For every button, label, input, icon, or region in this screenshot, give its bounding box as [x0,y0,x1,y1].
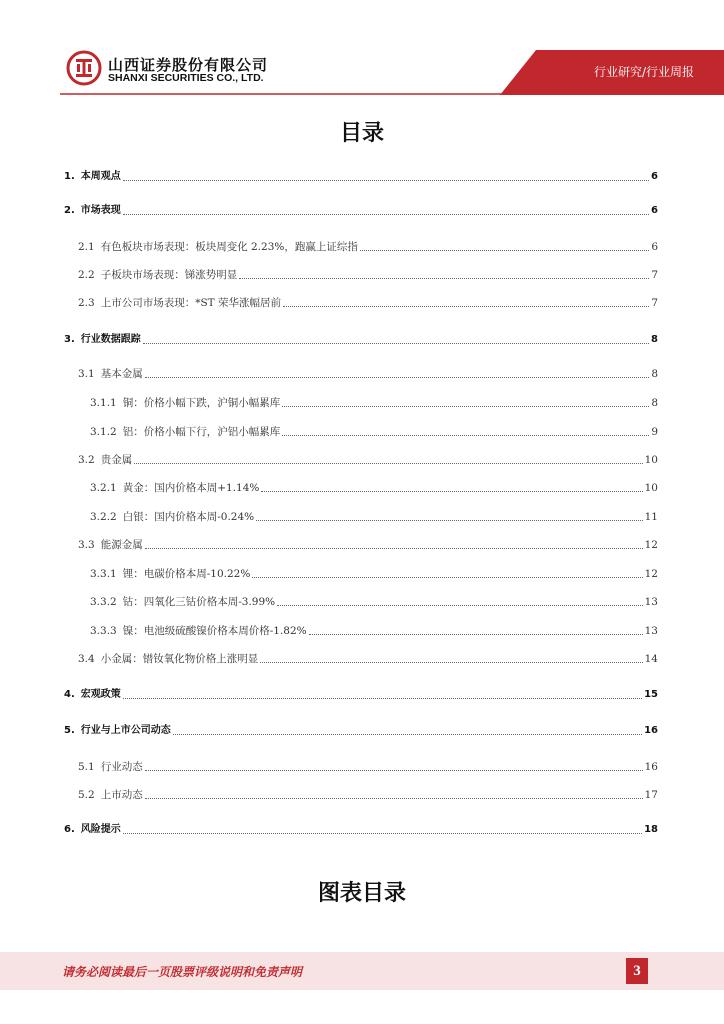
toc-entry-number: 2.2 [78,269,95,281]
toc-entry-page: 11 [644,511,658,523]
toc-entry-number: 5. [64,725,75,736]
toc-entry-number: 6. [64,824,75,835]
toc-entry[interactable] [64,786,658,802]
toc-entry-title: 本周观点 [80,171,121,182]
toc-entry-page: 9 [651,426,658,438]
toc-leader-dots [277,604,643,606]
toc-entry-page: 6 [651,241,658,253]
toc-entry-page: 10 [644,454,658,466]
toc-entry-title: 宏观政策 [80,689,121,700]
toc-entry[interactable] [64,331,658,347]
toc-leader-dots [123,179,649,181]
toc-entry-title: 黄金：国内价格本周+1.14% [122,482,260,494]
toc-entry-title: 市场表现 [80,205,121,216]
toc-entry-title: 行业与上市公司动态 [80,725,171,736]
toc-entry-title: 锂：电碳价格本周-10.22% [122,568,251,580]
toc-entry-page: 14 [644,653,658,665]
toc-entry-number: 3.2.1 [90,482,117,494]
toc-entry[interactable] [64,722,658,738]
toc-entry-title: 能源金属 [100,539,143,551]
toc-entry[interactable] [64,479,658,495]
toc-entry[interactable] [64,294,658,310]
toc-entry-page: 13 [644,625,658,637]
toc-entry[interactable] [64,821,658,837]
toc-entry-page: 7 [651,269,658,281]
toc-leader-dots [134,462,642,464]
toc-entry[interactable] [64,650,658,666]
toc-entry-number: 3.3.3 [90,625,117,637]
toc-leader-dots [145,376,650,378]
toc-entry[interactable] [64,451,658,467]
toc-entry-number: 2. [64,205,75,216]
toc-leader-dots [123,213,649,215]
toc-entry-number: 3.3.1 [90,568,117,580]
toc-entry-page: 8 [651,397,658,409]
toc-entry-title: 钴：四氧化三钴价格本周-3.99% [122,596,276,608]
toc-entry-title: 上市动态 [100,789,143,801]
toc-entry-page: 17 [644,789,658,801]
toc-entry-number: 3.1.1 [90,397,117,409]
toc-entry-title: 贵金属 [100,454,133,466]
toc-entry-title: 行业动态 [100,761,143,773]
toc-entry-number: 2.1 [78,241,95,253]
company-logo-icon [66,50,102,86]
figure-index-title: 图表目录 [317,881,406,906]
toc-entry[interactable] [64,238,658,254]
toc-entry[interactable] [64,266,658,282]
toc-entry[interactable] [64,365,658,381]
toc-entry[interactable] [64,168,658,184]
toc-entry[interactable] [64,686,658,702]
toc-leader-dots [261,490,642,492]
toc-entry-number: 3.4 [78,653,95,665]
toc-leader-dots [309,633,643,635]
toc-entry-title: 风险提示 [80,824,121,835]
toc-entry-page: 16 [644,725,658,736]
footer-disclaimer: 请务必阅读最后一页股票评级说明和免责声明 [62,965,303,979]
toc-entry-page: 8 [651,368,658,380]
toc-entry-title: 小金属：镨钕氧化物价格上涨明显 [100,653,259,665]
toc-leader-dots [145,769,643,771]
toc-entry-number: 3.3.2 [90,596,117,608]
toc-entry-number: 3.3 [78,539,95,551]
toc-entry-number: 3.2.2 [90,511,117,523]
toc-entry[interactable] [64,758,658,774]
toc-entry[interactable] [64,536,658,552]
toc-entry-page: 7 [651,297,658,309]
toc-leader-dots [360,249,649,251]
toc-entry-title: 基本金属 [100,368,143,380]
toc-title: 目录 [339,121,384,146]
toc-leader-dots [252,576,642,578]
page-number: 3 [626,958,648,984]
toc-leader-dots [282,405,649,407]
toc-entry[interactable] [64,622,658,638]
toc-entry-title: 白银：国内价格本周-0.24% [122,511,255,523]
toc-entry-number: 5.1 [78,761,95,773]
toc-leader-dots [143,342,649,344]
toc-entry-title: 镍：电池级硫酸镍价格本周价格-1.82% [122,625,307,637]
toc-entry[interactable] [64,202,658,218]
toc-leader-dots [239,277,649,279]
toc-entry-page: 15 [644,689,658,700]
company-name-cn: 山西证券股份有限公司 [108,56,269,74]
toc-entry[interactable] [64,394,658,410]
toc-entry-number: 3. [64,334,75,345]
toc-leader-dots [123,697,642,699]
toc-leader-dots [282,434,649,436]
toc-leader-dots [145,547,643,549]
toc-entry-title: 铝：价格小幅下行，沪铝小幅累库 [122,426,281,438]
toc-entry-number: 5.2 [78,789,95,801]
toc-entry-page: 13 [644,596,658,608]
toc-entry-number: 2.3 [78,297,95,309]
toc-entry-page: 6 [651,171,658,182]
toc-entry-page: 12 [644,539,658,551]
toc-leader-dots [283,305,649,307]
toc-entry-title: 有色板块市场表现：板块周变化 2.23%，跑赢上证综指 [100,241,358,253]
toc-entry[interactable] [64,423,658,439]
toc-leader-dots [173,733,642,735]
toc-entry-title: 铜：价格小幅下跌，沪铜小幅累库 [122,397,281,409]
toc-entry-number: 1. [64,171,75,182]
toc-entry[interactable] [64,565,658,581]
page-header [0,0,724,95]
toc-entry-title: 行业数据跟踪 [80,334,141,345]
company-name-en: SHANXI SECURITIES CO., LTD. [108,72,264,84]
toc-entry-number: 3.2 [78,454,95,466]
toc-entry[interactable] [64,508,658,524]
toc-entry-title: 子板块市场表现：锑涨势明显 [100,269,238,281]
toc-entry-number: 4. [64,689,75,700]
toc-entry-title: 上市公司市场表现：*ST 荣华涨幅居前 [100,297,281,309]
page-footer [0,952,724,990]
toc-leader-dots [260,661,642,663]
toc-entry-number: 3.1.2 [90,426,117,438]
toc-entry-number: 3.1 [78,368,95,380]
toc-leader-dots [145,797,643,799]
toc-entry-page: 18 [644,824,658,835]
toc-leader-dots [123,832,642,834]
toc-entry-page: 8 [651,334,658,345]
toc-leader-dots [256,519,643,521]
toc-entry-page: 6 [651,205,658,216]
toc-entry-page: 16 [644,761,658,773]
toc-entry-page: 12 [644,568,658,580]
toc-entry[interactable] [64,593,658,609]
report-type-label: 行业研究/行业周报 [593,65,694,79]
toc-entry-page: 10 [644,482,658,494]
